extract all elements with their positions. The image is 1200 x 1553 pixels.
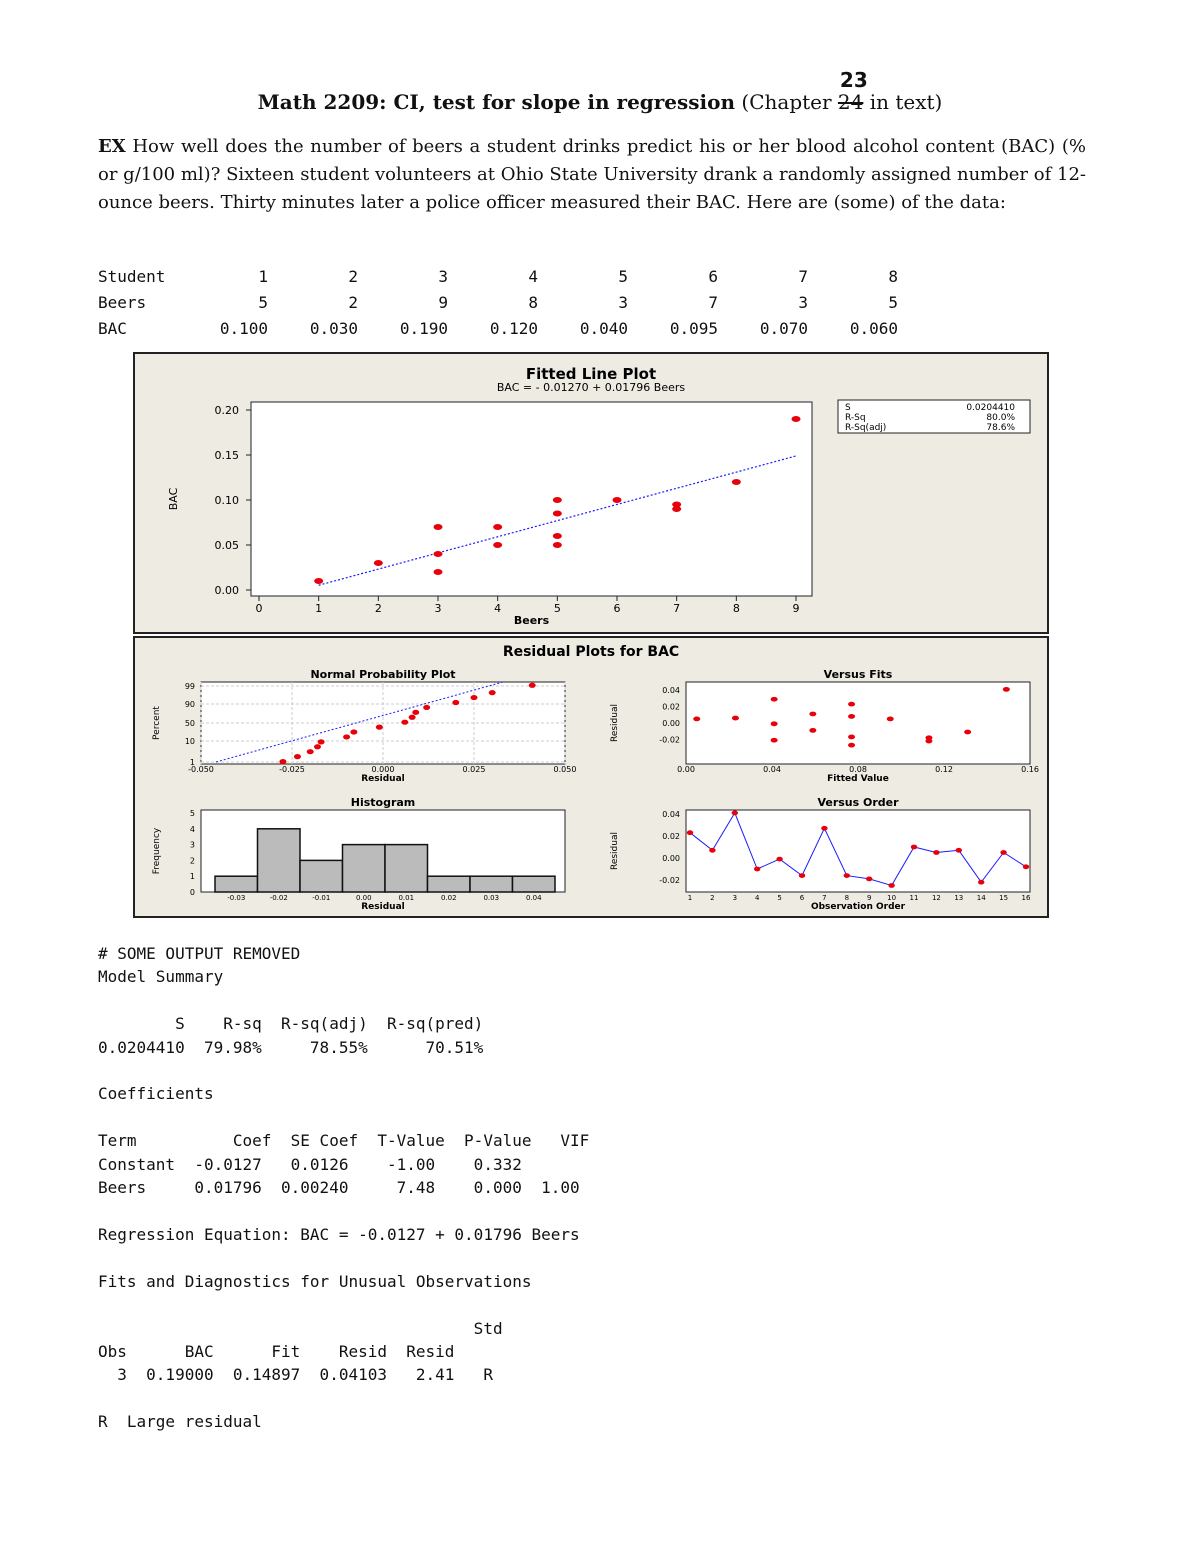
subplot-title: Versus Order bbox=[817, 796, 899, 809]
x-axis-label: Beers bbox=[513, 614, 550, 627]
chapter-struck: 24 bbox=[837, 90, 864, 114]
y-tick-label: 0.20 bbox=[214, 404, 239, 417]
x-tick-label: 8 bbox=[844, 894, 850, 902]
x-tick-label: 0.04 bbox=[763, 765, 781, 774]
output-line bbox=[98, 1246, 589, 1269]
legend-label: S bbox=[845, 403, 851, 413]
x-tick-label: -0.03 bbox=[227, 894, 246, 902]
data-point bbox=[1023, 864, 1029, 869]
y-axis-label: BAC bbox=[167, 487, 180, 511]
table-row bbox=[98, 289, 898, 315]
x-axis-label: Observation Order bbox=[810, 902, 906, 912]
table-cell: 5 bbox=[258, 292, 268, 312]
output-line: Beers 0.01796 0.00240 7.48 0.000 1.00 bbox=[98, 1178, 580, 1198]
data-point bbox=[911, 845, 917, 850]
histogram-bar bbox=[428, 876, 471, 892]
data-point bbox=[314, 744, 321, 749]
x-tick-label: 7 bbox=[673, 602, 681, 615]
data-table bbox=[98, 263, 898, 341]
chart-title: Fitted Line Plot bbox=[525, 365, 657, 383]
chapter-handwritten: 23 bbox=[839, 68, 868, 92]
y-tick-label: 0.00 bbox=[662, 719, 680, 728]
data-point bbox=[956, 848, 962, 853]
data-point bbox=[848, 714, 855, 719]
table-cell: 0.100 bbox=[219, 318, 268, 338]
y-tick-label: 0.15 bbox=[214, 449, 239, 462]
data-point bbox=[732, 479, 741, 485]
output-line bbox=[98, 989, 589, 1012]
y-tick-label: 0.02 bbox=[662, 832, 680, 841]
x-tick-label: 3 bbox=[732, 894, 738, 902]
data-point bbox=[553, 511, 562, 517]
output-line: S R-sq R-sq(adj) R-sq(pred) bbox=[98, 1014, 484, 1034]
table-cell: 7 bbox=[708, 292, 718, 312]
y-tick-label: 50 bbox=[184, 719, 195, 728]
x-tick-label: 0.000 bbox=[371, 765, 395, 774]
data-point bbox=[553, 497, 562, 503]
table-cell: 0.060 bbox=[849, 318, 898, 338]
fitted-line-panel bbox=[133, 352, 1049, 634]
y-tick-label: 99 bbox=[184, 682, 195, 691]
title-paren-open: (Chapter bbox=[735, 90, 838, 114]
data-point bbox=[925, 739, 932, 744]
data-point bbox=[434, 551, 443, 557]
output-line: # SOME OUTPUT REMOVED bbox=[98, 944, 301, 963]
y-tick-label: 90 bbox=[184, 700, 195, 709]
data-point bbox=[314, 578, 323, 584]
x-tick-label: 5 bbox=[553, 602, 561, 615]
data-point bbox=[732, 716, 739, 721]
legend-value: 0.0204410 bbox=[966, 403, 1015, 413]
x-tick-label: 0.03 bbox=[483, 894, 500, 902]
fitted-line-chart bbox=[135, 354, 1047, 632]
x-axis-label: Residual bbox=[361, 902, 405, 912]
data-point bbox=[307, 749, 314, 754]
residual-plots-panel bbox=[133, 636, 1049, 918]
data-point bbox=[754, 867, 760, 872]
x-tick-label: 11 bbox=[909, 894, 919, 902]
histogram-bar bbox=[385, 845, 428, 892]
subplot-title: Histogram bbox=[350, 796, 416, 809]
output-line bbox=[98, 1106, 589, 1129]
subplot-title: Versus Fits bbox=[823, 668, 893, 681]
x-tick-label: 6 bbox=[613, 602, 621, 615]
data-point bbox=[732, 811, 738, 816]
x-tick-label: 1 bbox=[315, 602, 323, 615]
x-tick-label: 7 bbox=[822, 894, 827, 902]
data-point bbox=[771, 721, 778, 726]
intro-paragraph bbox=[98, 133, 1086, 217]
data-point bbox=[776, 857, 782, 862]
data-point bbox=[709, 848, 715, 853]
table-cell: 1 bbox=[258, 266, 268, 286]
legend-box bbox=[838, 400, 1030, 433]
y-tick-label: 1 bbox=[189, 758, 195, 767]
output-line bbox=[98, 1059, 589, 1082]
x-tick-label: 6 bbox=[799, 894, 805, 902]
legend-label: R-Sq(adj) bbox=[845, 423, 887, 433]
table-cell: 0.095 bbox=[669, 318, 718, 338]
x-tick-label: 8 bbox=[732, 602, 740, 615]
title-bold: Math 2209: CI, test for slope in regression bbox=[257, 90, 736, 114]
output-line: 0.0204410 79.98% 78.55% 70.51% bbox=[98, 1037, 484, 1057]
y-tick-label: 0.04 bbox=[662, 686, 680, 696]
x-tick-label: 0.12 bbox=[935, 765, 953, 774]
x-tick-label: 14 bbox=[976, 894, 986, 902]
y-tick-label: 0.10 bbox=[214, 494, 239, 507]
y-axis-label: Residual bbox=[610, 831, 620, 871]
output-line: Obs BAC Fit Resid Resid bbox=[98, 1341, 455, 1361]
table-cell: 0.190 bbox=[399, 318, 448, 338]
data-point bbox=[809, 712, 816, 717]
x-tick-label: 0.00 bbox=[355, 894, 372, 902]
histogram-bar bbox=[258, 829, 301, 892]
data-point bbox=[489, 690, 496, 695]
data-point bbox=[452, 700, 459, 705]
x-tick-label: 4 bbox=[754, 894, 760, 902]
table-cell: 2 bbox=[348, 292, 358, 312]
x-tick-label: 0.050 bbox=[553, 765, 577, 774]
histogram-bar bbox=[343, 845, 386, 892]
table-row bbox=[98, 315, 898, 341]
data-point bbox=[409, 715, 416, 720]
x-tick-label: 0.025 bbox=[462, 765, 486, 774]
output-line: Fits and Diagnostics for Unusual Observations bbox=[98, 1271, 532, 1291]
table-cell: 3 bbox=[618, 292, 628, 312]
row-label: Student bbox=[98, 266, 166, 286]
table-row bbox=[98, 263, 898, 289]
x-tick-label: 16 bbox=[1021, 894, 1031, 902]
y-tick-label: 0.02 bbox=[662, 702, 680, 712]
panel-title: Residual Plots for BAC bbox=[502, 644, 680, 660]
data-point bbox=[376, 725, 383, 730]
data-point bbox=[687, 830, 693, 835]
y-tick-label: -0.02 bbox=[659, 735, 680, 745]
y-tick-label: 0.04 bbox=[662, 810, 680, 819]
x-tick-label: 5 bbox=[777, 894, 782, 902]
histogram-bar bbox=[215, 876, 258, 892]
title-paren-close: in text) bbox=[863, 90, 943, 114]
legend-value: 78.6% bbox=[986, 423, 1015, 433]
output-line bbox=[98, 1387, 589, 1410]
x-tick-label: 2 bbox=[374, 602, 382, 615]
table-cell: 9 bbox=[438, 292, 448, 312]
table-cell: 7 bbox=[798, 266, 808, 286]
table-cell: 8 bbox=[528, 292, 538, 312]
data-point bbox=[844, 873, 850, 878]
x-tick-label: 0.01 bbox=[398, 894, 415, 902]
data-point bbox=[799, 873, 805, 878]
output-line: Coefficients bbox=[98, 1084, 214, 1104]
data-point bbox=[848, 702, 855, 707]
table-cell: 4 bbox=[528, 266, 538, 286]
data-point bbox=[978, 880, 984, 885]
chapter-number bbox=[837, 68, 868, 114]
subplot-area bbox=[686, 682, 1030, 764]
y-tick-label: 1 bbox=[189, 872, 195, 882]
output-line: 3 0.19000 0.14897 0.04103 2.41 R bbox=[98, 1365, 493, 1385]
output-line: R Large residual bbox=[98, 1412, 262, 1432]
table-cell: 8 bbox=[888, 266, 898, 286]
y-axis-label: Residual bbox=[610, 703, 620, 743]
output-line: Std bbox=[98, 1318, 503, 1338]
table-cell: 0.030 bbox=[309, 318, 358, 338]
data-point bbox=[493, 524, 502, 530]
data-point bbox=[434, 524, 443, 530]
minitab-output bbox=[98, 942, 589, 1434]
table-cell: 3 bbox=[798, 292, 808, 312]
data-point bbox=[848, 735, 855, 740]
x-tick-label: 10 bbox=[887, 894, 897, 902]
x-tick-label: -0.050 bbox=[188, 765, 214, 774]
x-tick-label: 3 bbox=[434, 602, 442, 615]
data-point bbox=[809, 728, 816, 733]
data-point bbox=[888, 883, 894, 888]
y-tick-label: 3 bbox=[189, 840, 195, 850]
table-cell: 2 bbox=[348, 266, 358, 286]
table-cell: 5 bbox=[618, 266, 628, 286]
y-tick-label: -0.02 bbox=[659, 876, 680, 885]
data-point bbox=[374, 560, 383, 566]
data-point bbox=[434, 569, 443, 575]
x-tick-label: 9 bbox=[792, 602, 800, 615]
data-point bbox=[553, 533, 562, 539]
y-tick-label: 4 bbox=[189, 824, 195, 834]
y-tick-label: 0.00 bbox=[214, 584, 239, 597]
legend-label: R-Sq bbox=[845, 413, 866, 423]
data-point bbox=[887, 717, 894, 722]
intro-text: How well does the number of beers a student drinks predict his or her blood alcohol content (BAC) (% or g/100 ml)? Sixteen student volunteers at Ohio State University drank a randomly assigned number of 12-ounce beers. Thirty minutes later a police officer measured their BAC. Here are (some) of the data: bbox=[98, 136, 1086, 213]
row-label: BAC bbox=[98, 318, 127, 338]
y-axis-label: Frequency bbox=[152, 827, 162, 875]
histogram-bar bbox=[513, 876, 556, 892]
subplot-title: Normal Probability Plot bbox=[310, 668, 456, 681]
data-point bbox=[1003, 687, 1010, 692]
output-line bbox=[98, 1293, 589, 1316]
chart-subtitle: BAC = - 0.01270 + 0.01796 Beers bbox=[496, 381, 686, 394]
data-point bbox=[553, 542, 562, 548]
data-point bbox=[529, 683, 536, 688]
data-point bbox=[613, 497, 622, 503]
data-point bbox=[693, 717, 700, 722]
x-axis-label: Residual bbox=[361, 774, 405, 784]
x-tick-label: -0.01 bbox=[312, 894, 331, 902]
data-point bbox=[343, 734, 350, 739]
row-label: Beers bbox=[98, 292, 147, 312]
y-tick-label: 2 bbox=[189, 856, 195, 866]
x-tick-label: 4 bbox=[494, 602, 502, 615]
x-tick-label: 0.16 bbox=[1021, 765, 1039, 774]
data-point bbox=[792, 416, 801, 422]
data-point bbox=[279, 759, 286, 764]
output-line: Model Summary bbox=[98, 967, 224, 987]
x-tick-label: 2 bbox=[710, 894, 715, 902]
output-line: Constant -0.0127 0.0126 -1.00 0.332 bbox=[98, 1154, 522, 1174]
data-point bbox=[1000, 850, 1006, 855]
data-point bbox=[401, 720, 408, 725]
data-point bbox=[848, 743, 855, 748]
x-tick-label: -0.02 bbox=[269, 894, 288, 902]
x-tick-label: 1 bbox=[687, 894, 693, 902]
y-tick-label: 10 bbox=[184, 737, 195, 746]
y-tick-label: 0 bbox=[189, 888, 195, 897]
table-cell: 0.120 bbox=[489, 318, 538, 338]
x-tick-label: 13 bbox=[954, 894, 964, 902]
page-title bbox=[0, 68, 1200, 114]
data-point bbox=[672, 506, 681, 512]
table-cell: 5 bbox=[888, 292, 898, 312]
data-point bbox=[471, 695, 478, 700]
data-point bbox=[771, 738, 778, 743]
output-line bbox=[98, 1199, 589, 1222]
y-tick-label: 5 bbox=[189, 809, 195, 818]
y-tick-label: 0.05 bbox=[214, 539, 239, 552]
x-tick-label: 0 bbox=[255, 602, 263, 615]
table-cell: 6 bbox=[708, 266, 718, 286]
output-line: Regression Equation: BAC = -0.0127 + 0.01796 Beers bbox=[98, 1224, 580, 1244]
data-point bbox=[294, 754, 301, 759]
x-tick-label: 15 bbox=[999, 894, 1009, 902]
data-point bbox=[821, 826, 827, 831]
ex-label: EX bbox=[98, 136, 126, 157]
data-point bbox=[771, 697, 778, 702]
legend-value: 80.0% bbox=[986, 413, 1015, 423]
x-tick-label: 0.02 bbox=[440, 894, 457, 902]
x-tick-label: 0.04 bbox=[525, 894, 542, 902]
subplot-area bbox=[686, 810, 1030, 892]
data-point bbox=[964, 730, 971, 735]
data-point bbox=[866, 877, 872, 882]
x-tick-label: 9 bbox=[866, 894, 872, 902]
x-tick-label: 12 bbox=[931, 894, 941, 902]
histogram-bar bbox=[470, 876, 513, 892]
data-point bbox=[933, 850, 939, 855]
data-point bbox=[423, 705, 430, 710]
data-point bbox=[493, 542, 502, 548]
table-cell: 3 bbox=[438, 266, 448, 286]
y-axis-label: Percent bbox=[152, 706, 162, 740]
data-point bbox=[412, 710, 419, 715]
data-point bbox=[350, 729, 357, 734]
x-tick-label: 0.00 bbox=[677, 765, 695, 774]
x-axis-label: Fitted Value bbox=[827, 774, 889, 784]
data-point bbox=[318, 739, 325, 744]
output-line: Term Coef SE Coef T-Value P-Value VIF bbox=[98, 1131, 590, 1151]
residual-plots-chart bbox=[135, 638, 1047, 916]
y-tick-label: 0.00 bbox=[662, 854, 680, 863]
plot-area bbox=[251, 402, 812, 596]
x-tick-label: -0.025 bbox=[279, 765, 305, 774]
table-cell: 0.070 bbox=[759, 318, 808, 338]
x-tick-label: 0.08 bbox=[849, 765, 867, 774]
table-cell: 0.040 bbox=[579, 318, 628, 338]
histogram-bar bbox=[300, 860, 343, 892]
